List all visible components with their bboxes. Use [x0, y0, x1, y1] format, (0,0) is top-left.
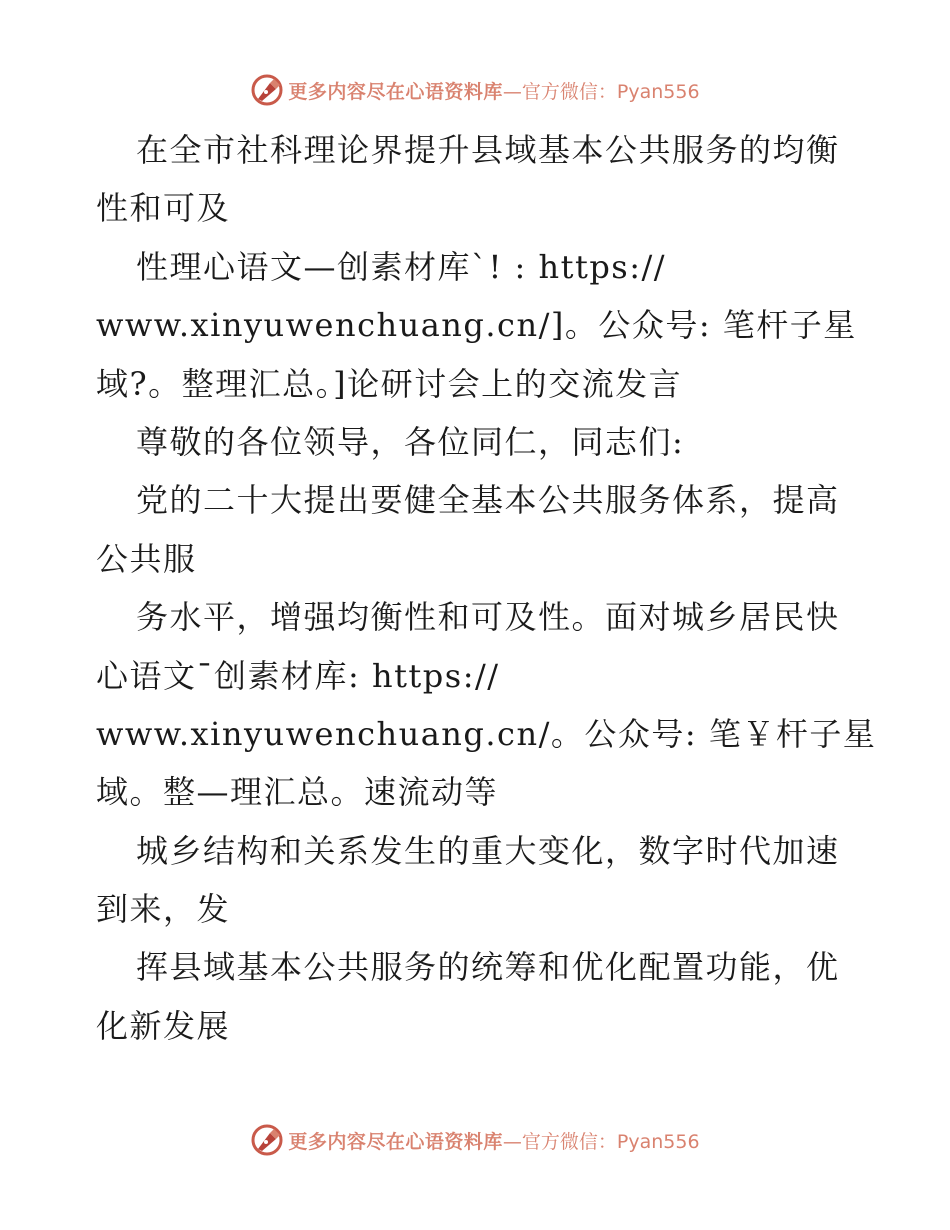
paragraph-line: 性和可及: [96, 189, 231, 228]
paragraph-line: 性理心语文—创素材库`! : https://: [136, 247, 667, 286]
paragraph-line: www.xinyuwenchuang.cn/]。公众号: 笔杆子星: [96, 306, 857, 345]
paragraph-line: 到来，发: [96, 890, 231, 929]
paragraph-line: 尊敬的各位领导，各位同仁，同志们:: [136, 422, 685, 461]
paragraph-line: 心语文¯创素材库: https://: [96, 656, 500, 695]
pen-nib-logo-icon: [250, 1123, 284, 1157]
paragraph-line: 务水平，增强均衡性和可及性。面对城乡居民快: [136, 598, 840, 637]
paragraph-line: 党的二十大提出要健全基本公共服务体系，提高: [136, 481, 840, 520]
paragraph-line: 城乡结构和关系发生的重大变化，数字时代加速: [136, 831, 840, 870]
paragraph-line: 挥县域基本公共服务的统筹和优化配置功能，优: [136, 948, 840, 987]
footer-site-label: 更多内容尽在心语资料库: [288, 1130, 503, 1153]
footer-contact-label: —官方微信：Pyan556: [502, 1130, 700, 1153]
paragraph-line: 化新发展: [96, 1006, 231, 1045]
paragraph-line: 域?。整理汇总。]论研讨会上的交流发言: [96, 364, 683, 403]
paragraph-line: www.xinyuwenchuang.cn/。公众号: 笔￥杆子星: [96, 714, 877, 753]
paragraph-line: 公共服: [96, 539, 197, 578]
pen-nib-logo-icon: [250, 73, 284, 107]
footer-banner: [0, 1120, 950, 1160]
header-banner: [0, 70, 950, 110]
header-site-label: 更多内容尽在心语资料库: [288, 80, 503, 103]
paragraph-line: 在全市社科理论界提升县域基本公共服务的均衡: [136, 131, 840, 169]
paragraph-line: 域。整—理汇总。速流动等: [96, 773, 499, 812]
header-contact-label: —官方微信：Pyan556: [502, 80, 700, 103]
document-body: [96, 121, 877, 1055]
